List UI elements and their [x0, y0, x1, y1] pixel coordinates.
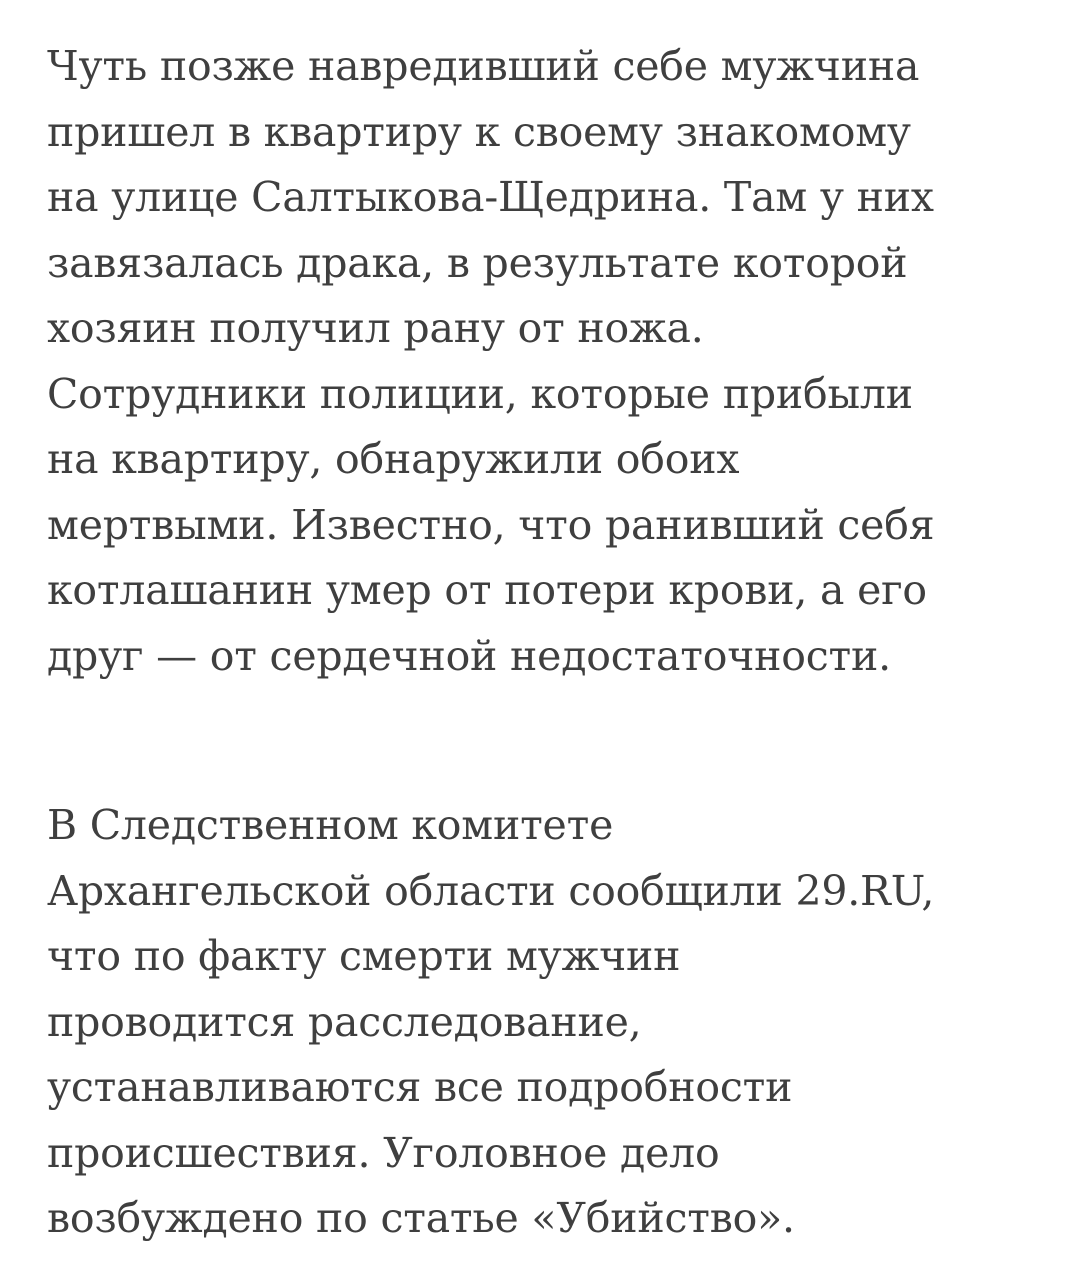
text-line: мертвыми. Известно, что ранивший себя: [47, 500, 935, 549]
text-line: Чуть позже навредивший себе мужчина: [47, 42, 920, 90]
text-line: происшествия. Уголовное дело: [47, 1128, 720, 1177]
text-line: проводится расследование,: [47, 997, 642, 1046]
text-line: возбуждено по статье «Убийство».: [47, 1194, 795, 1242]
text-line: Сотрудники полиции, которые прибыли: [47, 369, 913, 418]
text-line: что по факту смерти мужчин: [47, 932, 681, 980]
article-body: [47, 34, 1047, 1252]
text-line: друг — от сердечной недостаточности.: [47, 631, 891, 680]
paragraph-incident: [47, 34, 1047, 689]
text-line: В Следственном комитете: [47, 801, 614, 849]
paragraph-spacer: [47, 689, 1047, 793]
text-line: на улице Салтыкова-Щедрина. Там у них: [47, 173, 934, 221]
text-line: пришел в квартиру к своему знакомому: [47, 107, 911, 156]
paragraph-investigation: [47, 793, 1047, 1252]
text-line: котлашанин умер от потери крови, а его: [47, 566, 927, 614]
text-line: завязалась драка, в результате которой: [47, 238, 908, 287]
text-line: хозяин получил рану от ножа.: [47, 304, 704, 352]
text-line: устанавливаются все подробности: [47, 1063, 793, 1111]
text-line: на квартиру, обнаружили обоих: [47, 435, 740, 483]
text-line: Архангельской области сообщили 29.RU,: [47, 866, 935, 915]
